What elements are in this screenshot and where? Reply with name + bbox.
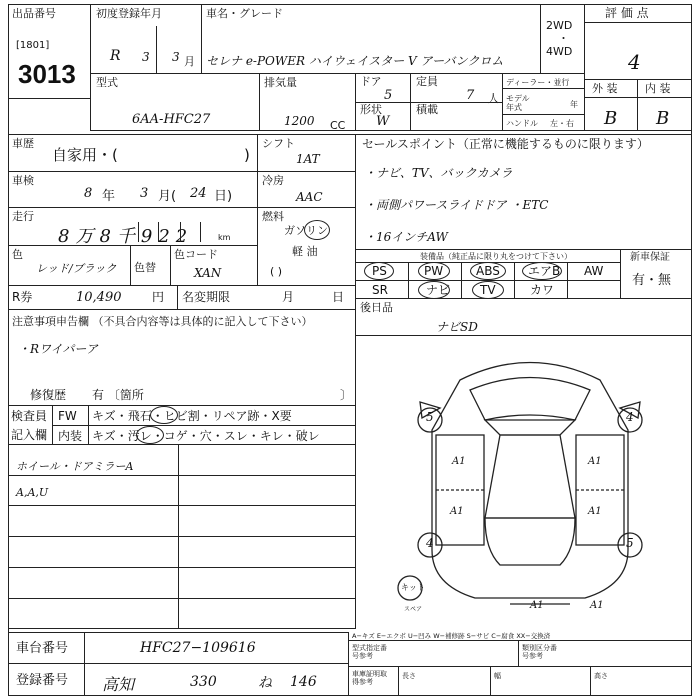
kit-label: キット: [401, 583, 425, 592]
new-car-label: 新車保証: [630, 252, 670, 263]
name-change-label: 名変期限: [182, 290, 231, 304]
color-code-value: XAN: [194, 266, 222, 280]
reg-class: 330: [190, 674, 217, 690]
r-ken-unit: 円: [152, 290, 165, 304]
equip-aw: AW: [584, 264, 604, 278]
displacement-label: 排気量: [264, 76, 297, 89]
chassis-value: HFC27−109616: [140, 640, 256, 656]
mark-left-front: A1: [452, 456, 466, 467]
capacity-label: 定員: [416, 75, 438, 88]
fuel-label: 燃料: [262, 210, 284, 223]
first-reg-month: 3: [172, 50, 180, 64]
fuel-paren: ( ): [270, 265, 283, 278]
mileage-label: 走行: [12, 210, 34, 223]
shape-value: W: [376, 114, 390, 129]
ac-label: 冷房: [262, 174, 284, 187]
score-value: 4: [628, 50, 641, 74]
fuel-gas-circle: [304, 220, 330, 240]
comment-line1: ホイール・ドアミラーA: [16, 460, 134, 473]
interior-circle: [136, 426, 164, 444]
inspection-year-unit: 年: [102, 189, 116, 204]
interior-label: 内 装: [645, 82, 671, 95]
inspection-month-unit: 月(: [158, 189, 177, 204]
mark-left-rear: A1: [450, 506, 464, 517]
fw-items: キズ・飛石・ヒビ割・リペア跡・X要: [92, 409, 292, 423]
inspection-day-unit: 日): [214, 189, 233, 204]
shift-label: シフト: [262, 137, 295, 150]
reg-region: 高知: [102, 675, 135, 694]
capacity-unit: 人: [488, 92, 499, 105]
name-change-day: 日: [332, 290, 345, 304]
after-items-block: [355, 298, 692, 336]
equip-navi: ナビ: [426, 283, 451, 297]
lot-prefix: [1801]: [16, 40, 50, 51]
first-reg-era: R: [110, 48, 121, 64]
inspector-label-bottom: 記入欄: [11, 428, 48, 442]
drive-dot: ・: [558, 32, 569, 45]
notes-line1: ・Rワイパーア: [18, 342, 98, 356]
r-ken-label: R券: [12, 290, 33, 304]
exterior-value: B: [604, 108, 618, 129]
equip-abs: ABS: [476, 264, 500, 278]
score-label: 評 価 点: [605, 6, 649, 20]
after-items-value: ナビSD: [436, 320, 478, 334]
model-year-label: モデル年式: [506, 94, 530, 112]
equip-pw: PW: [424, 264, 444, 278]
use-value: 自家用・(: [52, 146, 118, 164]
model-label: 車名・グレード: [206, 7, 283, 20]
color-code-label: 色コード: [174, 248, 218, 261]
mark-right-rear: A1: [588, 506, 602, 517]
interior-items: キズ・汚レ・コゲ・穴・スレ・キレ・破レ: [92, 429, 320, 443]
new-car-value: 有・無: [632, 273, 672, 288]
exterior-label: 外 装: [592, 82, 618, 95]
mark-rear-bumper-right: A1: [590, 600, 604, 611]
circle-abs: [470, 262, 506, 280]
load-label: 積載: [416, 103, 438, 116]
repair-value: 有 〔箇所: [92, 388, 144, 402]
tire-fr-mark: 4: [626, 410, 634, 424]
color-value: レッド/ブラック: [36, 262, 117, 275]
tire-rr-mark: 5: [626, 536, 634, 550]
ac-value: AAC: [296, 190, 323, 204]
reference-block: [348, 640, 692, 696]
color-label: 色: [12, 248, 23, 261]
handle-options: 左・右: [550, 119, 574, 128]
fw-label: FW: [58, 409, 77, 423]
mileage-value: 8万8千922: [58, 226, 194, 247]
displacement-unit: CC: [330, 119, 346, 132]
reg-number: 146: [290, 674, 317, 690]
name-change-month: 月: [282, 290, 295, 304]
lot-number: 3013: [18, 59, 76, 89]
reg-label: 登録番号: [16, 673, 69, 688]
circle-ps: [364, 262, 394, 280]
circle-navi: [418, 281, 450, 299]
inspector-label-top: 検査員: [11, 409, 48, 423]
ref-box3-label: 車庫証明取得参考: [352, 670, 387, 686]
capacity-value: 7: [466, 88, 475, 103]
door-value: 5: [384, 88, 393, 103]
fuel-light: 軽 油: [292, 245, 318, 258]
equip-tv: TV: [480, 283, 496, 297]
tire-fl-mark: 5: [426, 410, 434, 424]
equip-leather: カワ: [530, 283, 555, 297]
sales-point-1: ・ナビ、TV、バックカメラ: [364, 166, 513, 180]
chassis-label: 車台番号: [16, 641, 69, 656]
door-label: ドア: [360, 75, 382, 88]
repair-close: 〕: [340, 388, 353, 402]
fuel-gas: ガソリン: [284, 224, 328, 237]
sales-point-3: ・16インチAW: [364, 230, 448, 244]
recolor-label: 色替: [134, 261, 156, 274]
notes-label: 注意事項申告欄 （不具合内容等は具体的に記入して下さい）: [12, 315, 313, 328]
after-items-label: 後日品: [360, 301, 393, 314]
type-value: 6AA-HFC27: [132, 112, 211, 127]
first-reg-label: 初度登録年月: [96, 7, 162, 20]
repair-label: 修復歴: [30, 388, 67, 402]
inspection-day: 24: [190, 186, 207, 201]
reg-kana: ね: [258, 675, 272, 691]
interior-value: B: [656, 108, 670, 129]
handle-label: ハンドル: [506, 119, 538, 128]
shape-label: 形状: [360, 103, 382, 116]
equipment-label: 装備品（純正品に限り丸をつけて下さい）: [420, 252, 572, 261]
equip-sr: SR: [372, 283, 388, 297]
circle-tv: [472, 281, 504, 299]
circle-pw: [418, 262, 450, 280]
use-close: ): [244, 146, 250, 164]
first-reg-month-unit: 月: [184, 55, 195, 68]
dealer-label: ディーラー・並行: [506, 78, 570, 87]
shift-value: 1AT: [296, 152, 320, 166]
mark-rear-bumper-left: A1: [530, 600, 544, 611]
mark-right-front: A1: [588, 456, 602, 467]
first-reg-year: 3: [142, 50, 150, 64]
drive-4wd: 4WD: [546, 45, 573, 58]
drive-2wd: 2WD: [546, 19, 573, 32]
type-label: 型式: [96, 76, 118, 89]
equip-ps: PS: [372, 264, 387, 278]
r-ken-value: 10,490: [76, 290, 122, 305]
sales-point-2: ・両側パワースライドドア ・ETC: [364, 198, 549, 212]
length-label: 長さ: [402, 672, 416, 680]
ref-box1-label: 型式指定番号参考: [352, 644, 387, 660]
inspection-year: 8: [84, 186, 93, 201]
ref-box2-label: 類別区分番号参考: [522, 644, 557, 660]
model-value: セレナ e-POWER ハイウェイスター V アーバンクロム: [206, 54, 504, 68]
comment-line2: A,A,U: [16, 486, 49, 499]
displacement-value: 1200: [284, 114, 315, 128]
kit-sub: スペア: [404, 606, 423, 613]
inspector-interior-label: 内装: [58, 429, 83, 443]
damage-legend: A−キズ E−エクボ U−凹み W−補修跡 S−サビ C−腐食 XX−交換済: [352, 632, 551, 640]
mileage-unit: km: [218, 233, 231, 242]
sales-points-label: セールスポイント（正常に機能するものに限ります）: [362, 137, 649, 151]
equip-airbag: エアB: [528, 264, 561, 278]
tire-rl-mark: 4: [426, 536, 434, 550]
width-label: 幅: [494, 672, 501, 680]
circle-airbag: [522, 262, 562, 280]
inspection-month: 3: [140, 186, 149, 201]
use-label: 車歴: [12, 137, 34, 150]
height-label: 高さ: [594, 672, 608, 680]
lot-label: 出品番号: [12, 7, 56, 20]
model-year-unit: 年: [570, 100, 578, 109]
fw-circle: [150, 406, 178, 424]
inspection-label: 車検: [12, 174, 34, 187]
